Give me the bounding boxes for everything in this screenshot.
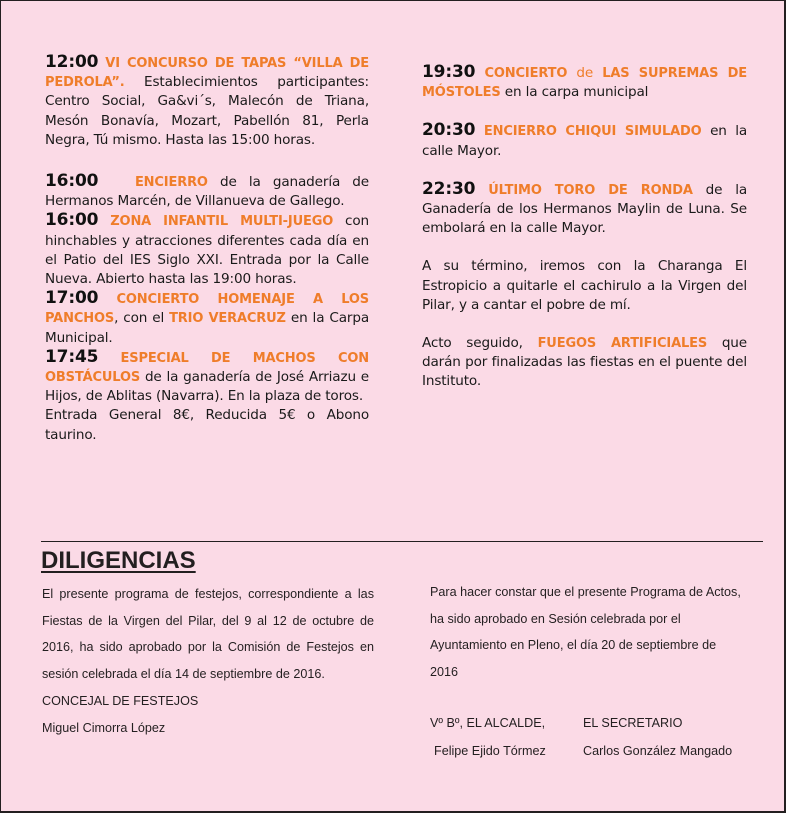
section-divider: [41, 541, 763, 542]
fireworks-intro: Acto seguido,: [422, 335, 538, 352]
diligencias-right: [430, 579, 745, 686]
event-description: con hinchables y atracciones diferentes cada día en el Patio del IES Siglo XXI. Entrada por la Calle Nueva. Abierto hasta las 19:00 horas.: [45, 213, 369, 288]
event-description: en la Carpa Municipal.: [45, 310, 370, 346]
event-connector: de: [567, 65, 603, 81]
diligencias-right-text: Para hacer constar que el presente Programa de Actos, ha sido aprobado en Sesión celebrada por el Ayuntamiento en Pleno, el día 20 de septiembre de 2016: [430, 585, 741, 680]
concejal-name: Miguel Cimorra López: [42, 720, 166, 735]
event-title: ESPECIAL DE MACHOS CON OBSTÁCULOS: [45, 350, 369, 386]
event-1930: [422, 63, 747, 102]
event-2030: [422, 121, 747, 160]
event-description: de la ganadería de José Arriazu e Hijos, de Ablitas (Navarra). En la plaza de toros.: [45, 369, 369, 405]
fireworks-description: que darán por finalizadas las fiestas en el puente del Instituto.: [422, 335, 747, 390]
event-time: 20:30: [422, 120, 476, 141]
event-1200: [45, 53, 369, 150]
event-title: ENCIERRO CHIQUI SIMULADO: [483, 124, 702, 140]
fireworks-paragraph: [422, 334, 747, 392]
event-time: 22:30: [422, 178, 476, 199]
event-1745: [45, 348, 369, 407]
event-title: ENCIERRO: [134, 175, 208, 191]
event-time: 16:00: [45, 171, 99, 192]
event-description: de la Ganadería de los Hermanos Maylin de Luna. Se embolará en la calle Mayor.: [422, 181, 748, 237]
event-description: en la carpa municipal: [500, 84, 649, 101]
event-time: 17:45: [45, 346, 99, 367]
alcalde-role: Vº Bº, EL ALCALDE,: [430, 716, 546, 730]
diligencias-left-text: El presente programa de festejos, correspondiente a las Fiestas de la Virgen del Pilar, del 9 al 12 de octubre de 2016, ha sido aprobado por la Comisión de Festejos en sesión celebrada el día 14 de septiembre de 2016.: [42, 587, 374, 682]
event-description: , con el: [114, 310, 170, 327]
event-time: 16:00: [45, 210, 99, 231]
event-1600-zona-infantil: [45, 211, 369, 289]
event-1745-prices: Entrada General 8€, Reducida 5€ o Abono taurino.: [45, 407, 369, 443]
diligencias-title: DILIGENCIAS: [41, 547, 196, 574]
event-2230: [422, 180, 747, 239]
event-title: CONCIERTO: [484, 66, 568, 81]
event-time: 12:00: [45, 52, 99, 72]
event-title: ÚLTIMO TORO DE RONDA: [488, 182, 693, 198]
fireworks-title: FUEGOS ARTIFICIALES: [537, 336, 708, 352]
event-1600-encierro: [45, 172, 369, 211]
event-performer: LAS SUPREMAS DE MÓSTOLES: [422, 66, 747, 101]
event-description: Establecimientos participantes: Centro Social, Ga&vi´s, Malecón de Triana, Mesón Bonavía, Mozart, Pabellón 81, Perla Negra, Tú mismo. Hasta las 15:00 horas.: [45, 74, 369, 148]
event-1700: [45, 289, 369, 348]
event-performer: TRIO VERACRUZ: [169, 311, 286, 327]
event-title: CONCIERTO HOMENAJE A LOS PANCHOS: [45, 292, 369, 327]
right-column-events: [422, 63, 747, 392]
closing-paragraph: A su término, iremos con la Charanga El Estropicio a quitarle el cachirulo a la Virgen del Pilar, y a cantar el pobre de mí.: [422, 258, 747, 313]
event-description: de la ganadería de Hermanos Marcén, de Villanueva de Gallego.: [45, 174, 370, 210]
event-time: 17:00: [45, 288, 99, 309]
secretario-role: EL SECRETARIO: [583, 716, 683, 730]
left-column-events: [45, 53, 369, 445]
diligencias-left: [42, 581, 374, 741]
event-title: ZONA INFANTIL MULTI-JUEGO: [110, 214, 334, 230]
alcalde-name: Felipe Ejido Tórmez: [434, 744, 546, 758]
secretario-name: Carlos González Mangado: [583, 744, 733, 758]
event-time: 19:30: [422, 62, 476, 82]
concejal-role: CONCEJAL DE FESTEJOS: [42, 693, 199, 708]
event-description: en la calle Mayor.: [422, 123, 748, 159]
event-title: VI CONCURSO DE TAPAS “VILLA DE PEDROLA”.: [45, 56, 369, 91]
